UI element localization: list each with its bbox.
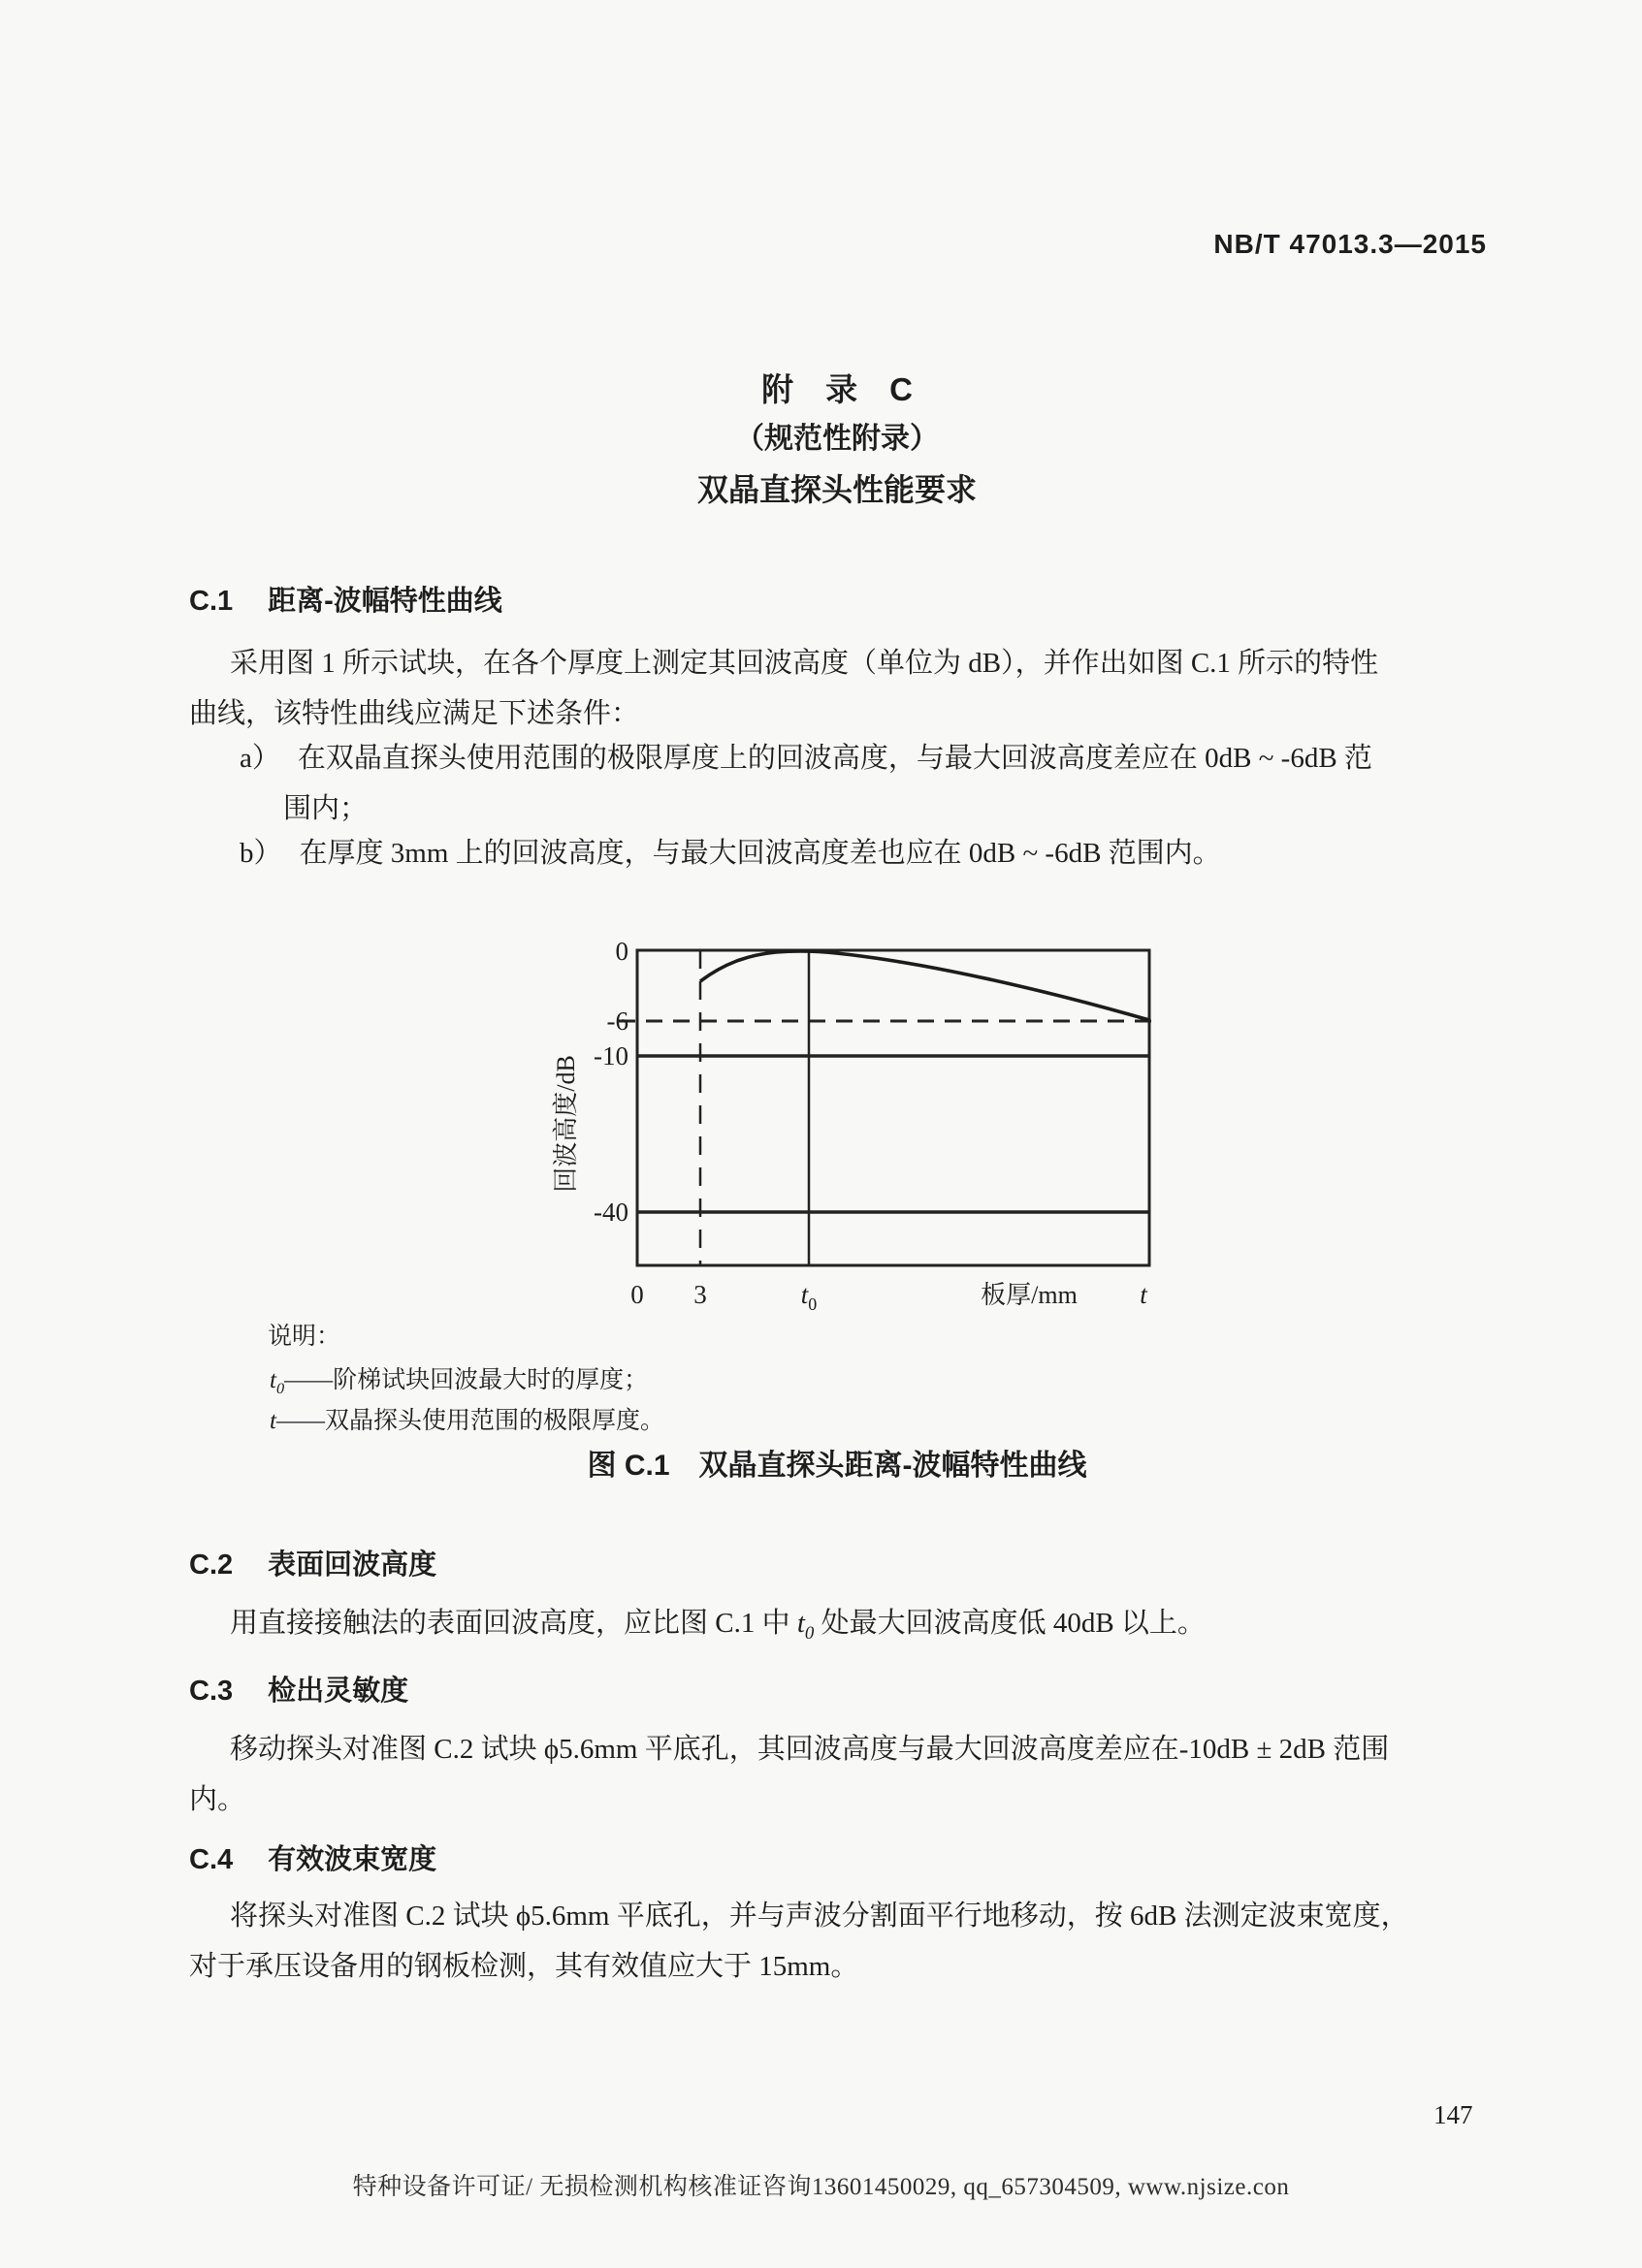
c1-item-a-text-wrap: 围内； xyxy=(283,793,369,824)
c3-paragraph-line1: 移动探头对准图 C.2 试块 ϕ5.6mm 平底孔，其回波高度与最大回波高度差应在-10dB ± 2dB 范围 xyxy=(230,1734,1390,1765)
c1-item-b xyxy=(240,838,1221,870)
note1-text: ——阶梯试块回波最大时的厚度； xyxy=(284,1367,649,1393)
section-c4-heading xyxy=(189,1844,436,1876)
amplitude-curve xyxy=(700,951,1149,1020)
figure-note-2 xyxy=(270,1408,664,1439)
xtick-3: 3 xyxy=(693,1280,707,1309)
section-c3-number: C.3 xyxy=(189,1676,234,1707)
c1-item-a-text: 在双晶直探头使用范围的极限厚度上的回波高度，与最大回波高度差应在 0dB ~ -6dB 范 xyxy=(297,743,1372,774)
figure-legend-title: 说明： xyxy=(268,1324,341,1350)
ytick-m10: -10 xyxy=(594,1041,628,1070)
header-standard-code: NB/T 47013.3—2015 xyxy=(1213,229,1487,259)
c2-symbol-t0: $t_0$ xyxy=(796,1608,815,1644)
footer-service-line: 特种设备许可证/ 无损检测机构核准证咨询13601450029, qq_657304509, www.njsize.con xyxy=(352,2174,1290,2200)
page-number: 147 xyxy=(1433,2100,1473,2129)
c1-item-a xyxy=(240,743,1372,775)
note1-symbol: $t_0$ xyxy=(270,1367,285,1397)
ytick-m40: -40 xyxy=(594,1198,628,1227)
ytick-0: 0 xyxy=(615,937,628,966)
x-axis-label: 板厚/mm xyxy=(981,1281,1078,1309)
note2-symbol: t xyxy=(270,1408,276,1434)
xtick-t0: $t_0$ xyxy=(800,1280,818,1314)
c1-item-a-marker: a） xyxy=(240,743,280,774)
note2-text: ——双晶探头使用范围的极限厚度。 xyxy=(275,1408,664,1434)
section-c2-number: C.2 xyxy=(189,1549,234,1581)
y-axis-label: 回波高度/dB xyxy=(552,1055,580,1193)
figure-note-1 xyxy=(270,1367,648,1398)
figure-caption: 图 C.1 双晶直探头距离-波幅特性曲线 xyxy=(587,1450,1087,1482)
section-c1-number: C.1 xyxy=(189,586,234,617)
appendix-title: 附 录 C xyxy=(761,371,913,407)
section-c4-number: C.4 xyxy=(189,1844,234,1875)
appendix-subtitle: （规范性附录） xyxy=(735,423,939,455)
c2-text-before: 用直接接触法的表面回波高度，应比图 C.1 中 xyxy=(230,1608,797,1639)
c4-paragraph-line1: 将探头对准图 C.2 试块 ϕ5.6mm 平底孔，并与声波分割面平行地移动，按 6dB 法测定波束宽度， xyxy=(230,1901,1409,1932)
section-c3-heading xyxy=(189,1676,408,1708)
section-c2-heading xyxy=(189,1549,436,1581)
section-c4-title: 有效波束宽度 xyxy=(268,1844,437,1875)
section-c1-title: 距离-波幅特性曲线 xyxy=(268,586,502,617)
xtick-0: 0 xyxy=(630,1280,644,1309)
section-c2-title: 表面回波高度 xyxy=(268,1549,437,1581)
c1-item-b-marker: b） xyxy=(240,838,282,869)
section-c1-heading xyxy=(189,586,502,618)
xtick-t: t xyxy=(1140,1280,1147,1309)
c1-paragraph-line1: 采用图 1 所示试块，在各个厚度上测定其回波高度（单位为 dB），并作出如图 C.1 所示的特性 xyxy=(230,648,1379,679)
c2-paragraph xyxy=(230,1608,1206,1644)
section-c3-title: 检出灵敏度 xyxy=(268,1676,409,1707)
c3-paragraph-line2: 内。 xyxy=(189,1784,246,1815)
c2-text-after: 处最大回波高度低 40dB 以上。 xyxy=(814,1608,1206,1639)
c4-paragraph-line2: 对于承压设备用的钢板检测，其有效值应大于 15mm。 xyxy=(189,1951,859,1982)
c1-item-b-text: 在厚度 3mm 上的回波高度，与最大回波高度差也应在 0dB ~ -6dB 范围内。 xyxy=(299,838,1221,869)
ytick-m6: -6 xyxy=(606,1006,628,1036)
figure-c1-chart xyxy=(524,919,1203,1336)
c1-paragraph-line2: 曲线，该特性曲线应满足下述条件： xyxy=(189,698,640,729)
appendix-heading: 双晶直探头性能要求 xyxy=(696,472,977,507)
